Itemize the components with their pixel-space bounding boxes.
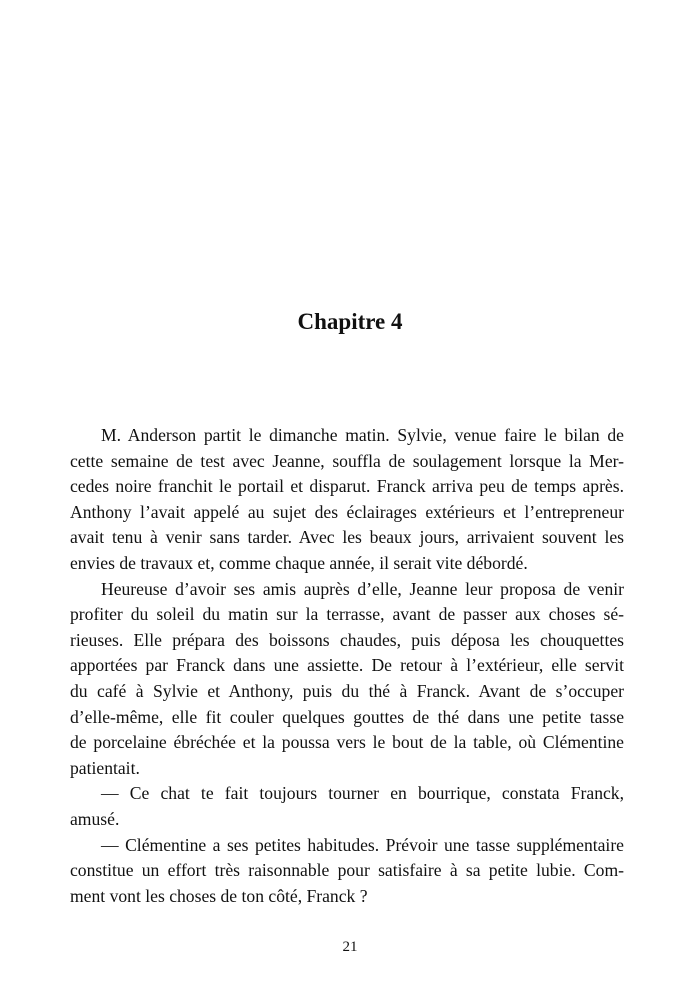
paragraph [70, 423, 624, 577]
dialogue-paragraph [70, 833, 624, 910]
text-line: ment vont les choses de ton côté, Franck ? [70, 885, 368, 906]
text-line: d’elle-même, elle fit couler quelques gouttes de thé dans une petite tasse [70, 706, 624, 727]
paragraph [70, 577, 624, 782]
chapter-title: Chapitre 4 [297, 309, 403, 334]
page-number: 21 [342, 939, 358, 955]
text-line: Anthony l’avait appelé au sujet des éclairages extérieurs et l’entrepreneur [70, 501, 624, 522]
text-line: de porcelaine ébréchée et la poussa vers le bout de la table, où Clémentine [70, 732, 624, 753]
text-line: cedes noire franchit le portail et disparut. Franck arriva peu de temps après. [70, 476, 624, 497]
text-line: cette semaine de test avec Jeanne, souffla de soulagement lorsque la Mer- [70, 450, 624, 471]
text-line: du café à Sylvie et Anthony, puis du thé à Franck. Avant de s’occuper [70, 680, 624, 701]
text-line: Heureuse d’avoir ses amis auprès d’elle, Jeanne leur proposa de venir [101, 578, 624, 599]
text-line: profiter du soleil du matin sur la terrasse, avant de passer aux choses sé- [70, 604, 624, 625]
text-line: patientait. [70, 757, 140, 778]
text-line: constitue un effort très raisonnable pour satisfaire à sa petite lubie. Com- [70, 860, 624, 881]
body-text [70, 423, 624, 909]
text-line: apportées par Franck dans une assiette. De retour à l’extérieur, elle servit [70, 655, 624, 676]
text-line: — Clémentine a ses petites habitudes. Prévoir une tasse supplémentaire [101, 834, 624, 855]
text-line: rieuses. Elle prépara des boissons chaudes, puis déposa les chouquettes [70, 629, 624, 650]
text-line: M. Anderson partit le dimanche matin. Sylvie, venue faire le bilan de [101, 425, 624, 445]
text-line: — Ce chat te fait toujours tourner en bourrique, constata Franck, [101, 783, 624, 804]
dialogue-paragraph [70, 781, 624, 832]
text-line: avait tenu à venir sans tarder. Avec les beaux jours, arrivaient souvent les [70, 527, 624, 548]
text-line: envies de travaux et, comme chaque année, il serait vite débordé. [70, 552, 528, 573]
text-line: amusé. [70, 808, 120, 829]
